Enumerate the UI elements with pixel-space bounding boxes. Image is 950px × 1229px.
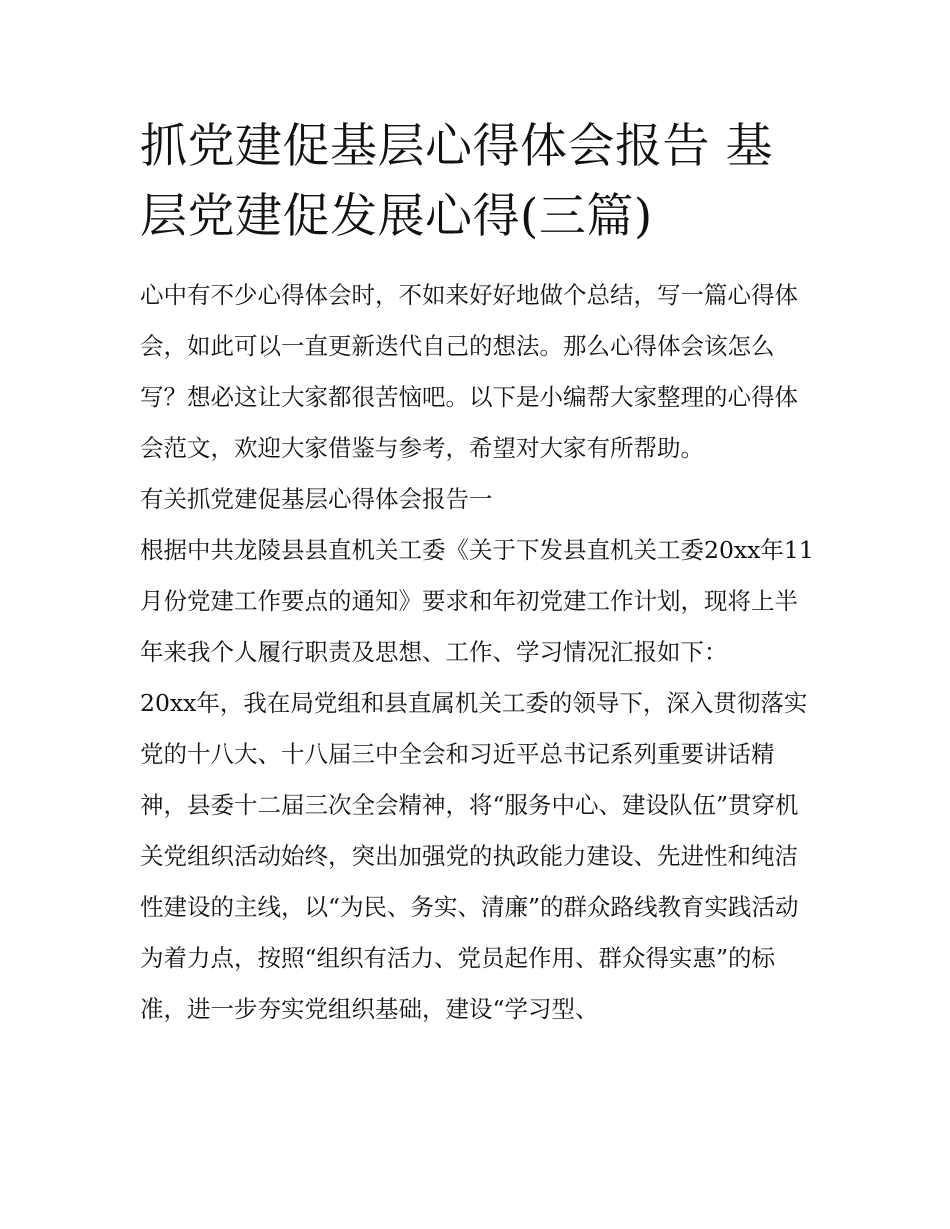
document-page — [140, 112, 815, 1035]
body-paragraph: 20xx年，我在局党组和县直属机关工委的领导下，深入贯彻落实党的十八大、十八届三中全会和习近平总书记系列重要讲话精神，县委十二届三次全会精神，将“服务中心、建设队伍”贯穿机关党组织活动始终，突出加强党的执政能力建设、先进性和纯洁性建设的主线，以“为民、务实、清廉”的群众路线教育实践活动为着力点，按照“组织有活力、党员起作用、群众得实惠”的标准，进一步夯实党组织基础，建设“学习型、 — [140, 689, 808, 1023]
intro-paragraph: 心中有不少心得体会时，不如来好好地做个总结，写一篇心得体会，如此可以一直更新迭代自己的想法。那么心得体会该怎么写？想必这让大家都很苦恼吧。以下是小编帮大家整理的心得体会范文，欢迎大家借鉴与参考，希望对大家有所帮助。 — [140, 281, 798, 462]
document-body — [140, 270, 815, 1035]
document-title: 抓党建促基层心得体会报告 基层党建促发展心得(三篇) — [140, 119, 773, 244]
body-paragraph: 根据中共龙陵县县直机关工委《关于下发县直机关工委20xx年11月份党建工作要点的通知》要求和年初党建工作计划，现将上半年来我个人履行职责及思想、工作、学习情况汇报如下： — [140, 536, 814, 666]
section-heading: 有关抓党建促基层心得体会报告一 — [140, 485, 493, 513]
